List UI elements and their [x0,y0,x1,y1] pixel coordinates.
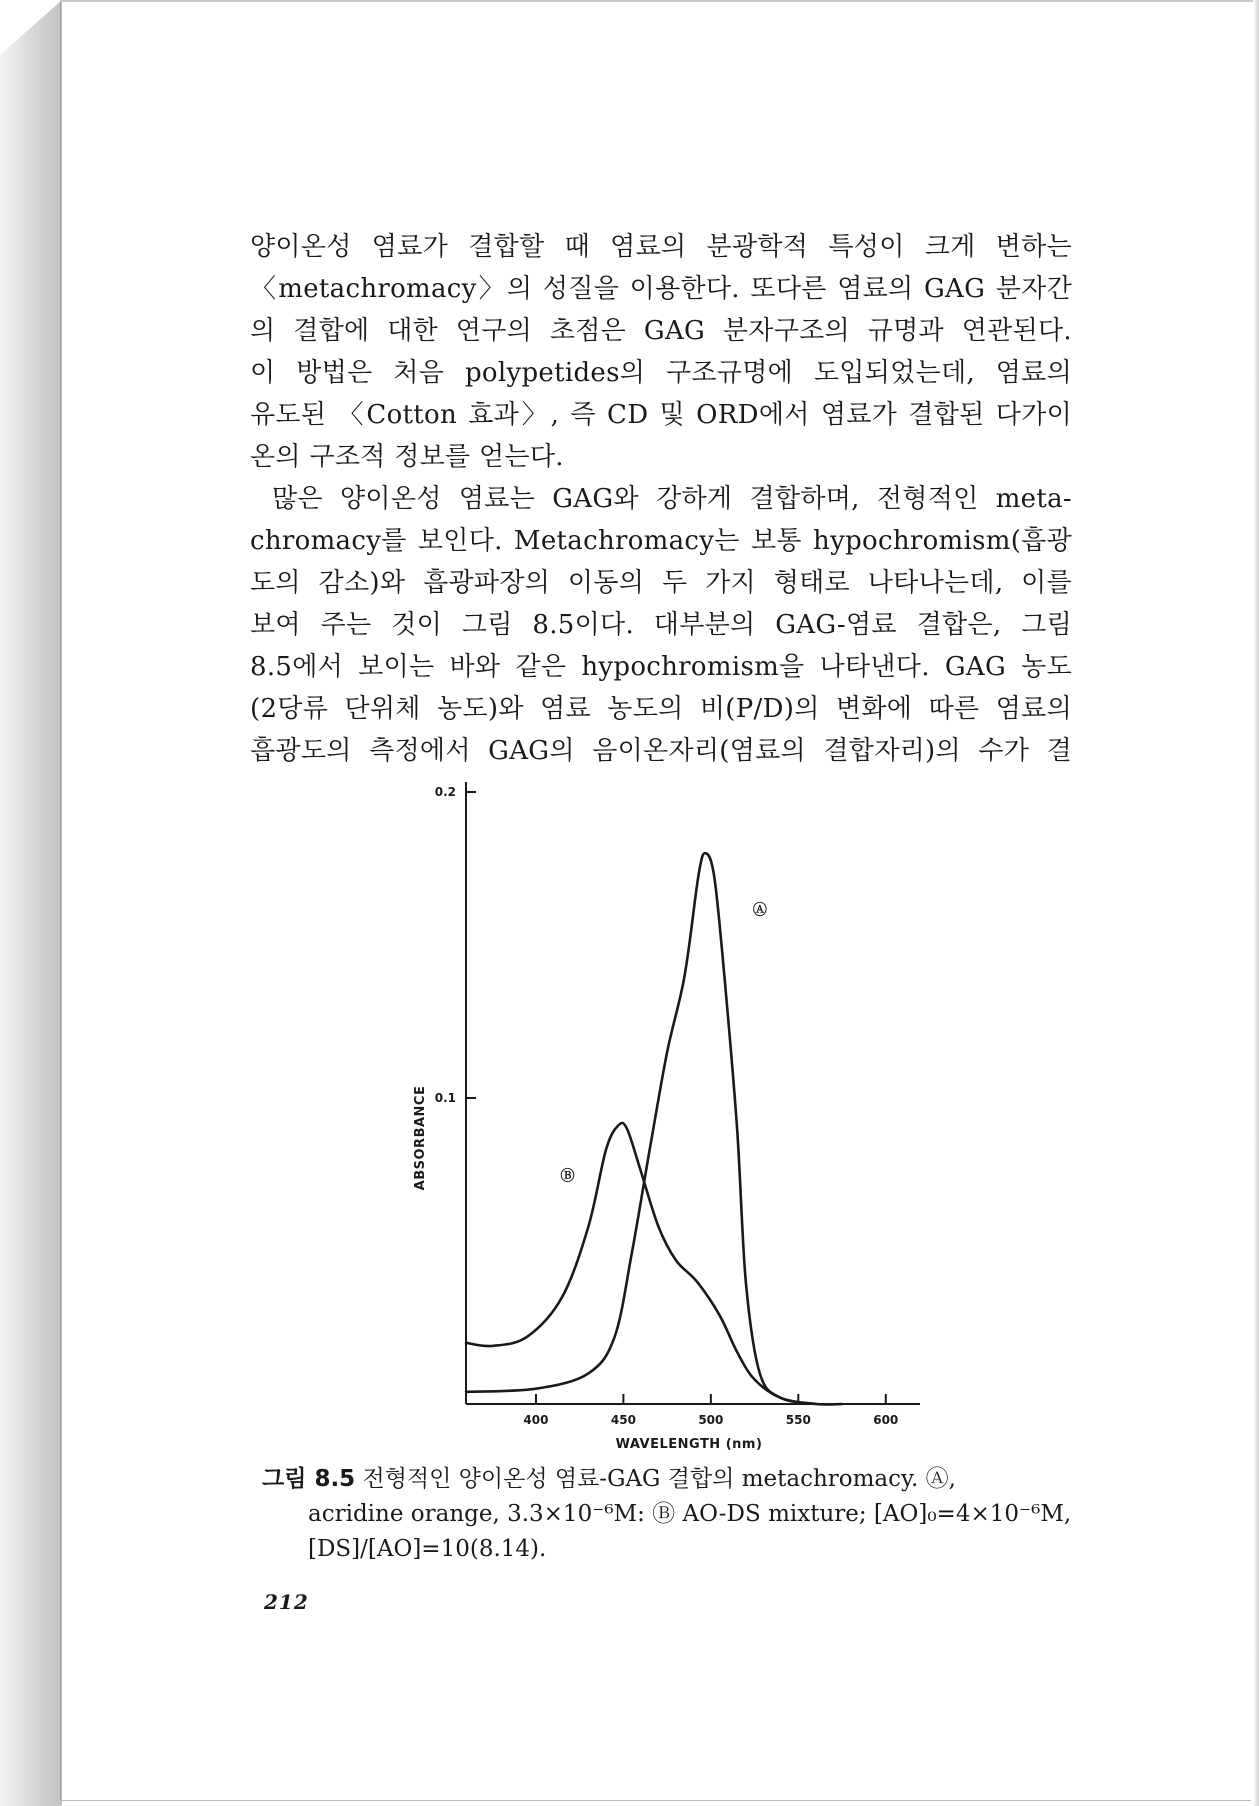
text-line: (2당류 단위체 농도)와 염료 농도의 비(P/D)의 변화에 따른 염료의 [250,694,1072,724]
book-spine-edge [0,0,62,1806]
curve-a [466,853,816,1404]
text-line: 흡광도의 측정에서 GAG의 음이온자리(염료의 결합자리)의 수가 결 [250,736,1072,766]
text-line: 온의 구조적 정보를 얻는다. [250,442,564,472]
text-line: 〈metachromacy〉의 성질을 이용한다. 또다른 염료의 GAG 분자간 [250,274,1072,304]
chart-axes [466,782,920,1404]
page-number: 212 [264,1590,309,1614]
text-line: 의 결합에 대한 연구의 초점은 GAG 분자구조의 규명과 연관된다. [250,316,1072,346]
caption-text: 전형적인 양이온성 염료-GAG 결합의 metachromacy. Ⓐ, [362,1466,956,1492]
chart-curves [466,853,842,1404]
text-line: 8.5에서 보이는 바와 같은 hypochromism을 나타낸다. GAG 농도 [250,652,1072,682]
x-tick-label: 550 [785,1413,811,1427]
x-tick-label: 400 [523,1413,549,1427]
text-line: 보여 주는 것이 그림 8.5이다. 대부분의 GAG-염료 결합은, 그림 [250,610,1072,640]
absorbance-chart [400,780,940,1480]
text-line: 많은 양이온성 염료는 GAG와 강하게 결합하며, 전형적인 meta- [272,484,1072,514]
body-text [250,226,1072,772]
x-axis-title: WAVELENGTH (nm) [615,1437,763,1452]
text-line: 유도된 〈Cotton 효과〉, 즉 CD 및 ORD에서 염료가 결합된 다가이 [250,400,1072,430]
y-tick-label: 0.2 [434,785,456,799]
x-tick-label: 450 [610,1413,636,1427]
x-tick-label: 600 [873,1413,899,1427]
paragraph-1 [250,226,1072,478]
absorbance-figure [400,780,940,1480]
x-tick-label: 500 [698,1413,724,1427]
text-line: 도의 감소)와 흡광파장의 이동의 두 가지 형태로 나타나는데, 이를 [250,568,1072,598]
y-axis-title: ABSORBANCE [413,1085,428,1191]
caption-line-1 [262,1462,1082,1497]
curve-b-label: Ⓑ [560,1168,575,1185]
paragraph-2 [250,478,1072,772]
caption-line-3: [DS]/[AO]=10(8.14). [308,1536,547,1562]
text-line: 이 방법은 처음 polypetides의 구조규명에 도입되었는데, 염료의 [250,358,1072,388]
caption-line-2: acridine orange, 3.3×10⁻⁶M: Ⓑ AO-DS mixture; [AO]₀=4×10⁻⁶M, [308,1501,1072,1527]
curve-b [466,1123,842,1405]
y-tick-label: 0.1 [434,1091,456,1105]
caption-label: 그림 8.5 [262,1466,356,1492]
text-line: chromacy를 보인다. Metachromacy는 보통 hypochromism(흡광 [250,526,1072,556]
text-line: 양이온성 염료가 결합할 때 염료의 분광학적 특성이 크게 변하는 [250,232,1072,262]
curve-a-label: Ⓐ [752,902,767,919]
page-right-edge [1253,0,1259,1806]
figure-caption [262,1462,1082,1567]
